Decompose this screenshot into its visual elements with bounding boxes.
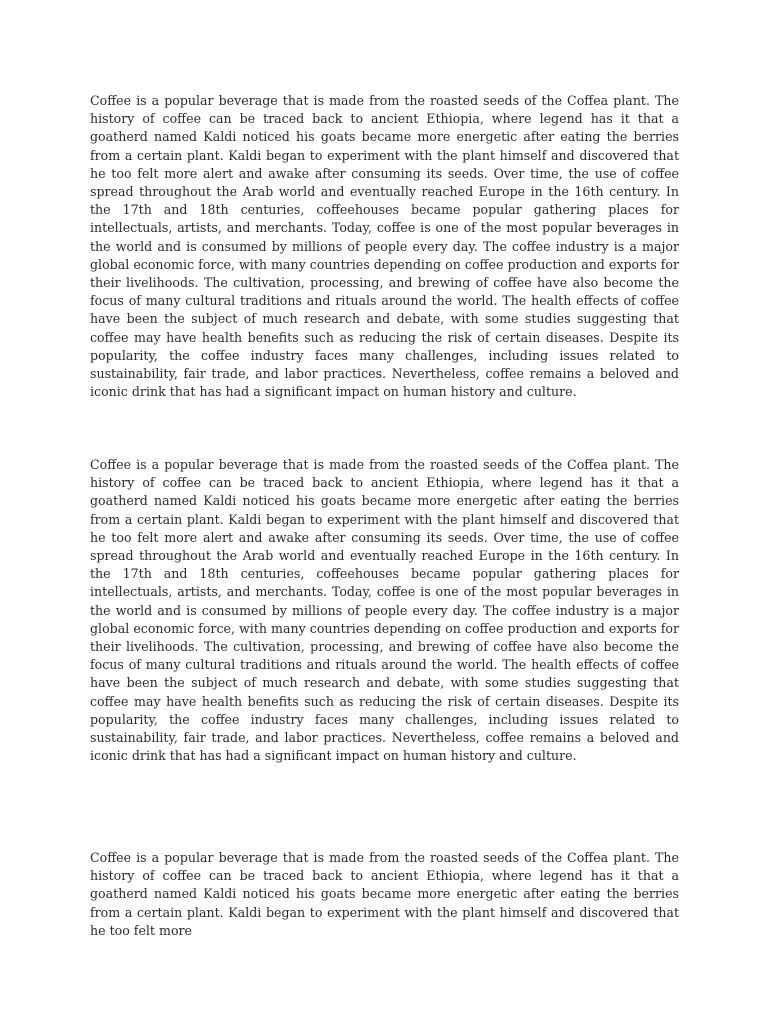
paragraph-3: Coffee is a popular beverage that is made from the roasted seeds of the Coffea plant. The history of coffee can be traced back to ancient Ethiopia, where legend has it that a goatherd named Kaldi noticed his goats became more energetic after eating the berries from a certain plant. Kaldi began to experiment with the plant himself and discovered that he too felt more xyxy=(90,850,679,938)
paragraph-2: Coffee is a popular beverage that is made from the roasted seeds of the Coffea plant. The history of coffee can be traced back to ancient Ethiopia, where legend has it that a goatherd named Kaldi noticed his goats became more energetic after eating the berries from a certain plant. Kaldi began to experiment with the plant himself and discovered that he too felt more alert and awake after consuming its seeds. Over time, the use of coffee spread throughout the Arab world and eventually reached Europe in the 16th century. In the 17th and 18th centuries, coffeehouses became popular gathering places for intellectuals, artists, and merchants. Today, coffee is one of the most popular beverages in the world and is consumed by millions of people every day. The coffee industry is a major global economic force, with many countries depending on coffee production and exports for their livelihoods. The cultivation, processing, and brewing of coffee have also become the focus of many cultural traditions and rituals around the world. The health effects of coffee have been the subject of much research and debate, with some studies suggesting that coffee may have health benefits such as reducing the risk of certain diseases. Despite its popularity, the coffee industry faces many challenges, including issues related to sustainability, fair trade, and labor practices. Nevertheless, coffee remains a beloved and iconic drink that has had a significant impact on human history and culture. xyxy=(90,457,679,764)
paragraph-1: Coffee is a popular beverage that is made from the roasted seeds of the Coffea plant. The history of coffee can be traced back to ancient Ethiopia, where legend has it that a goatherd named Kaldi noticed his goats became more energetic after eating the berries from a certain plant. Kaldi began to experiment with the plant himself and discovered that he too felt more alert and awake after consuming its seeds. Over time, the use of coffee spread throughout the Arab world and eventually reached Europe in the 16th century. In the 17th and 18th centuries, coffeehouses became popular gathering places for intellectuals, artists, and merchants. Today, coffee is one of the most popular beverages in the world and is consumed by millions of people every day. The coffee industry is a major global economic force, with many countries depending on coffee production and exports for their livelihoods. The cultivation, processing, and brewing of coffee have also become the focus of many cultural traditions and rituals around the world. The health effects of coffee have been the subject of much research and debate, with some studies suggesting that coffee may have health benefits such as reducing the risk of certain diseases. Despite its popularity, the coffee industry faces many challenges, including issues related to sustainability, fair trade, and labor practices. Nevertheless, coffee remains a beloved and iconic drink that has had a significant impact on human history and culture. xyxy=(90,93,679,400)
